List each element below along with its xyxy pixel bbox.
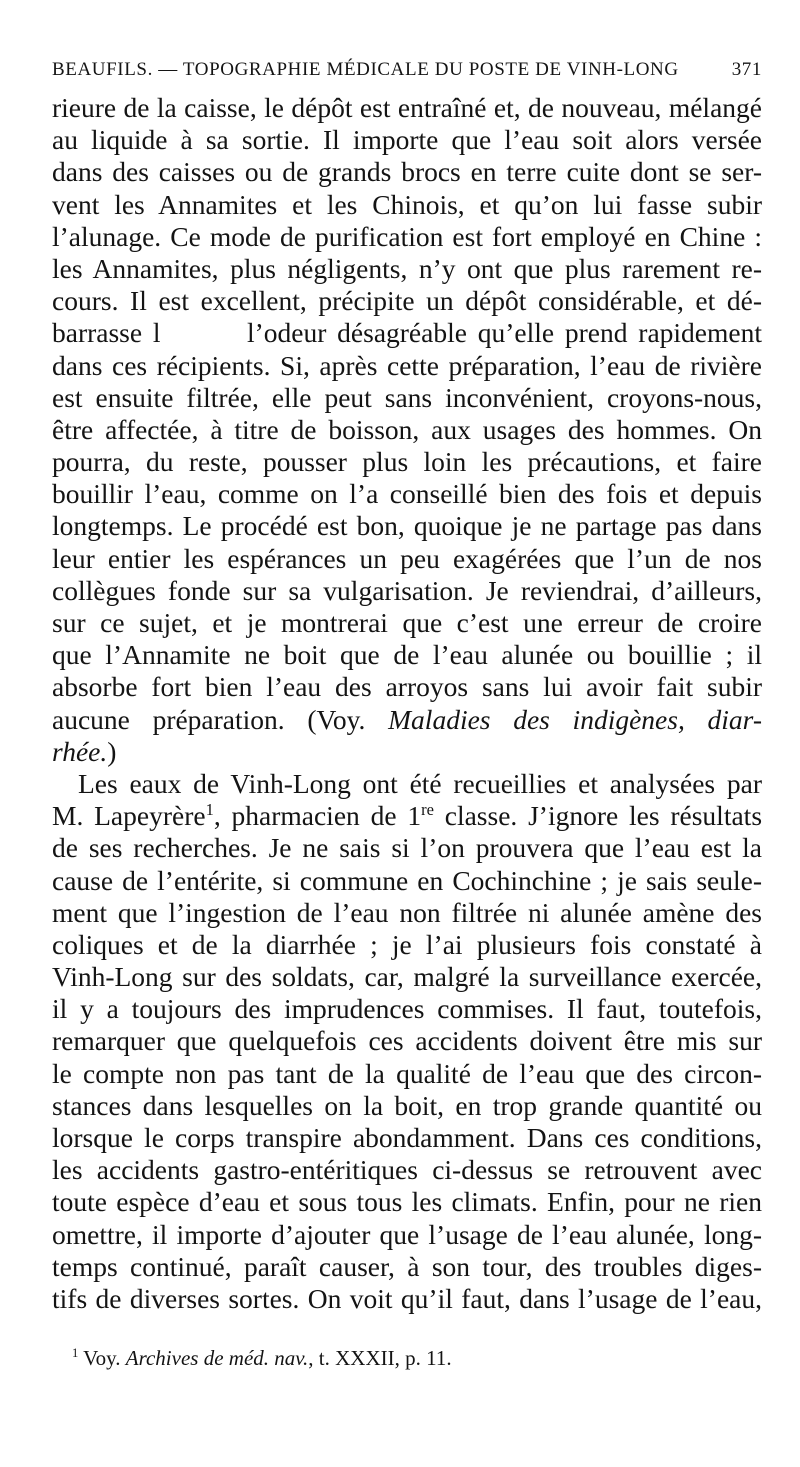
text-line: cours. Il est excellent, précipite un dépôt considérable, et dé-	[52, 285, 762, 317]
text-line: rieure de la caisse, le dépôt est entraîné et, de nouveau, mélangé	[52, 92, 762, 123]
text-line: absorbe fort bien l’eau des arroyos sans lui avoir fait subir	[52, 671, 762, 703]
footnote-lead: Voy.	[78, 1346, 126, 1370]
text-line: longtemps. Le procédé est bon, quoique je ne partage pas dans	[52, 510, 762, 542]
text-line: remarquer que quelquefois ces accidents doivent être mis sur	[52, 1025, 762, 1057]
text-segment: aucune préparation. (Voy.	[52, 703, 389, 735]
footnote-tail: , t. XXXII, p. 11.	[308, 1346, 452, 1370]
text-line: dans ces récipients. Si, après cette préparation, l’eau de rivière	[52, 349, 762, 381]
text-line: vent les Annamites et les Chinois, et qu’on lui fasse subir	[52, 188, 762, 220]
text-line	[52, 704, 762, 736]
text-line: Vinh-Long sur des soldats, car, malgré la surveillance exercée,	[52, 961, 762, 993]
text-line: omettre, il importe d’ajouter que l’usage de l’eau alunée, long-	[52, 1218, 762, 1250]
text-line: leur entier les espérances un peu exagérées que l’un de nos	[52, 542, 762, 574]
text-line: est ensuite filtrée, elle peut sans inconvénient, croyons-nous,	[52, 381, 762, 413]
text-line: stances dans lesquelles on la boit, en trop grande quantité ou	[52, 1089, 762, 1121]
text-line: les accidents gastro-entéritiques ci-dessus se retrouvent avec	[52, 1154, 762, 1186]
text-line: le compte non pas tant de la qualité de l’eau que des circon-	[52, 1057, 762, 1089]
text-line: coliques et de la diarrhée ; je l’ai plusieurs fois constaté à	[52, 928, 762, 960]
header-title: BEAUFILS. — TOPOGRAPHIE MÉDICALE DU POSTE DE VINH-LONG	[52, 59, 679, 80]
text-line: ment que l’ingestion de l’eau non filtrée ni alunée amène des	[52, 896, 762, 928]
footnote	[72, 1345, 452, 1371]
text-line	[52, 800, 762, 832]
footnote-reference: 1	[205, 799, 214, 819]
text-segment: )	[107, 735, 117, 767]
text-line: cause de l’entérite, si commune en Cochinchine ; je sais seule-	[52, 864, 762, 896]
text-line	[52, 736, 762, 768]
page-number: 371	[731, 59, 762, 80]
text-line: au liquide à sa sortie. Il importe que l’eau soit alors versée	[52, 124, 762, 156]
text-segment: M. Lapeyrère	[52, 800, 206, 832]
superscript: re	[421, 799, 434, 819]
text-line: lorsque le corps transpire abondamment. Dans ces conditions,	[52, 1122, 762, 1153]
body-text	[52, 92, 762, 1315]
text-line: barrasse l l’odeur désagréable qu’elle prend rapidement	[52, 317, 762, 349]
text-segment: classe. J’ignore les résultats	[433, 800, 763, 832]
text-line: pourra, du reste, pousser plus loin les précautions, et faire	[52, 446, 762, 478]
text-line: être affectée, à titre de boisson, aux usages des hommes. On	[52, 413, 762, 445]
paragraph-start-line: Les eaux de Vinh-Long ont été recueillies et analysées par	[78, 767, 762, 799]
text-line: l’alunage. Ce mode de purification est fort employé en Chine :	[52, 220, 762, 252]
italic-reference: Maladies des indigènes, diar-	[388, 703, 762, 735]
text-line: que l’Annamite ne boit que de l’eau alunée ou bouillie ; il	[52, 639, 762, 671]
text-line: tifs de diverses sortes. On voit qu’il faut, dans l’usage de l’eau,	[52, 1282, 762, 1314]
running-header	[52, 58, 762, 82]
text-line: sur ce sujet, et je montrerai que c’est une erreur de croire	[52, 607, 762, 638]
italic-reference: rhée.	[52, 735, 108, 767]
footnote-marker: 1	[72, 1346, 79, 1360]
text-line: toute espèce d’eau et sous tous les climats. Enfin, pour ne rien	[52, 1186, 762, 1218]
text-line: temps continué, paraît causer, à son tour, des troubles diges-	[52, 1250, 762, 1282]
text-line: bouillir l’eau, comme on l’a conseillé bien des fois et depuis	[52, 478, 762, 510]
footnote-italic-source: Archives de méd. nav.	[125, 1346, 309, 1370]
text-line: collègues fonde sur sa vulgarisation. Je reviendrai, d’ailleurs,	[52, 574, 762, 606]
text-line: il y a toujours des imprudences commises. Il faut, toutefois,	[52, 993, 762, 1025]
text-segment: , pharmacien de 1	[213, 800, 422, 832]
text-line: de ses recherches. Je ne sais si l’on prouvera que l’eau est la	[52, 832, 762, 864]
text-line: les Annamites, plus négligents, n’y ont que plus rarement re-	[52, 252, 762, 284]
text-line: dans des caisses ou de grands brocs en terre cuite dont se ser-	[52, 156, 762, 188]
